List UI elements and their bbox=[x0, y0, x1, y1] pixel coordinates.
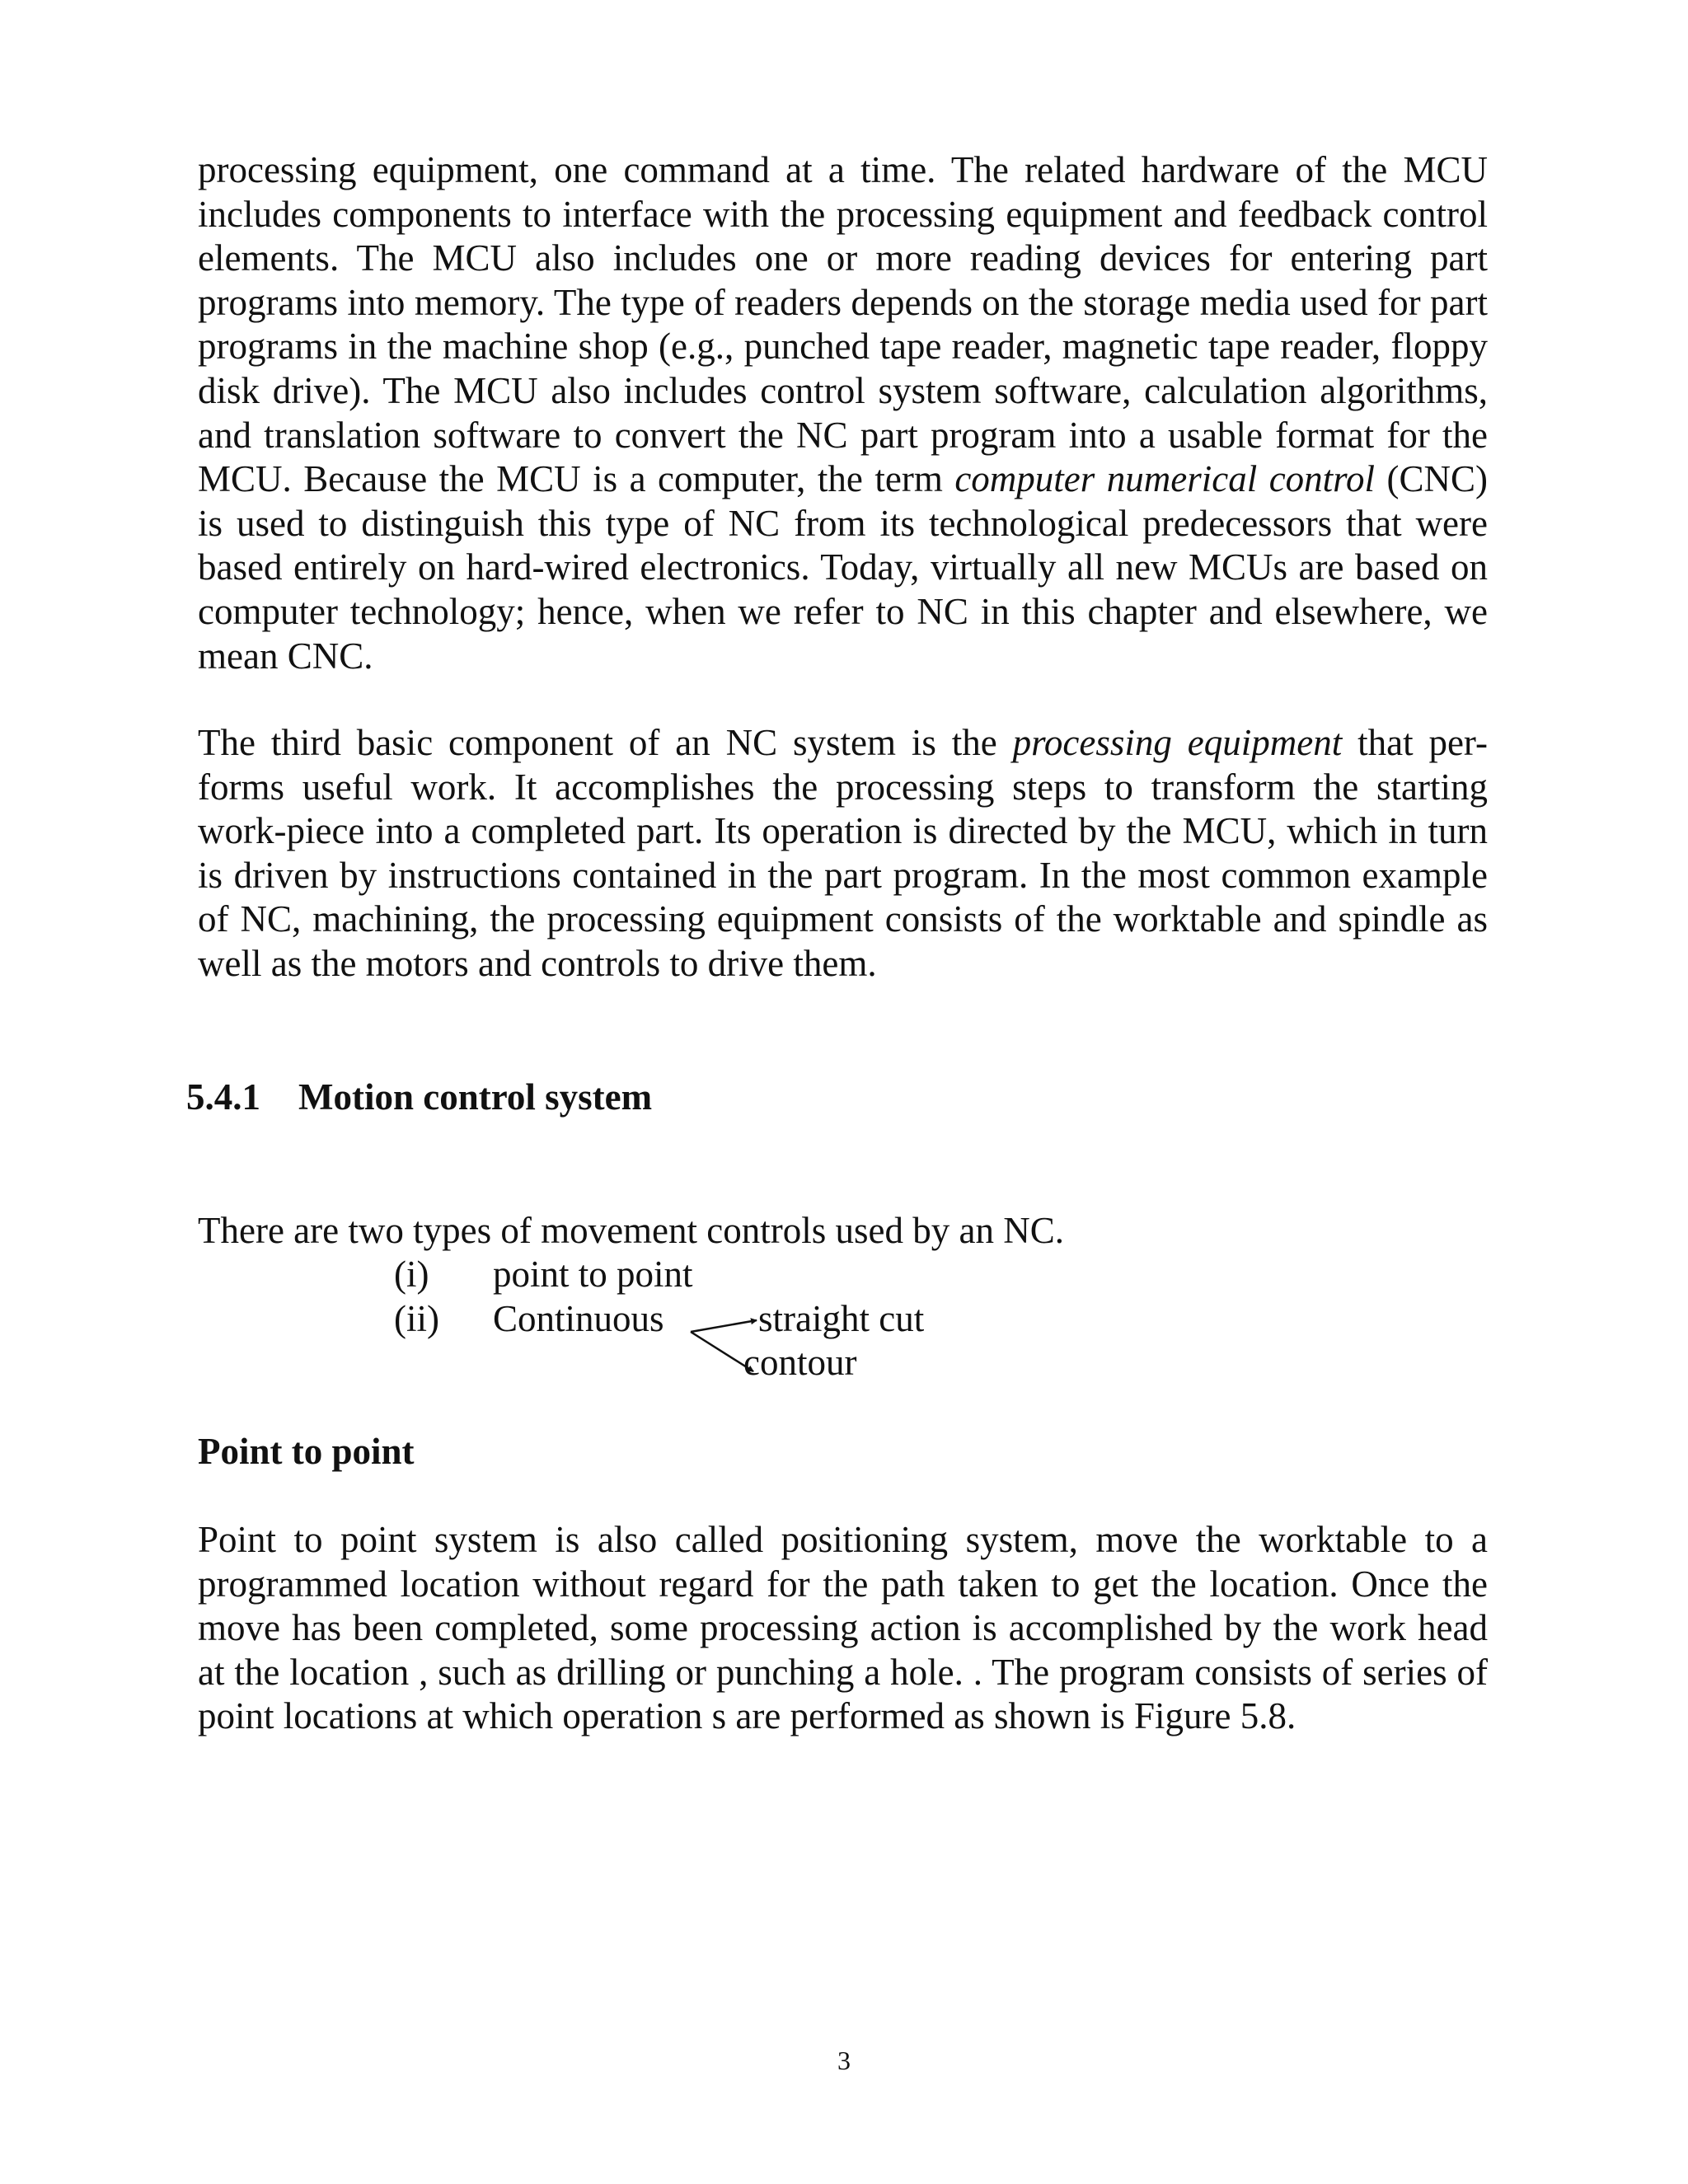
movement-intro: There are two types of movement controls used by an NC. bbox=[198, 1210, 1064, 1251]
list-label: Continuous bbox=[493, 1298, 664, 1339]
paragraph-text: (CNC) is used to distinguish this type of NC from its technological predecessors that were based entirely on hard-wired electronics. Today, virtually all new MCUs are based on computer technology; hence, when we refer to NC in this chapter and elsewhere, we mean CNC. bbox=[198, 458, 1488, 677]
list-marker: (ii) bbox=[394, 1298, 439, 1339]
italic-term: computer numerical control bbox=[954, 458, 1376, 500]
paragraph-mcu-hardware bbox=[198, 148, 1488, 678]
list-marker: (i) bbox=[394, 1254, 429, 1295]
section-heading bbox=[186, 1076, 652, 1120]
paragraph-text: processing equipment, one command at a time. The related hardware of the MCU includes components to interface with the processing equipment and feedback control elements. The MCU also includes one or more reading devices for entering part programs into memory. The type of readers depends on the storage media used for part programs in the machine shop (e.g., punched tape reader, magnetic tape reader, floppy disk drive). The MCU also includes control system software, calculation algorithms, and translation software to convert the NC part program into a usable format for the MCU. Because the MCU is a computer, the term bbox=[198, 149, 1488, 500]
section-number: 5.4.1 bbox=[186, 1076, 260, 1118]
page-number: 3 bbox=[837, 2046, 851, 2075]
paragraph-text: The third basic component of an NC system is the bbox=[198, 722, 1013, 763]
branch-contour: contour bbox=[743, 1342, 857, 1383]
subsection-heading: Point to point bbox=[198, 1431, 415, 1472]
italic-term: processing equipment bbox=[1012, 722, 1343, 763]
branch-straight-cut: straight cut bbox=[758, 1298, 925, 1339]
paragraph-processing-equipment bbox=[198, 721, 1488, 987]
paragraph-text: that per-forms useful work. It accomplishes the processing steps to transform the starting work-piece into a completed part. Its operation is directed by the MCU, which in turn is driven by instructions contained in the part program. In the most common example of NC, machining, the processing equipment consists of the worktable and spindle as well as the motors and controls to drive them. bbox=[198, 722, 1488, 984]
list-label: point to point bbox=[493, 1254, 693, 1295]
paragraph-point-to-point: Point to point system is also called positioning system, move the worktable to a programmed location without regard for the path taken to get the location. Once the move has been completed, some processing action is accomplished by the work head at the location , such as drilling or punching a hole. . The program consists of series of point locations at which operation s are performed as shown is Figure 5.8. bbox=[198, 1519, 1488, 1737]
section-title: Motion control system bbox=[298, 1076, 653, 1118]
